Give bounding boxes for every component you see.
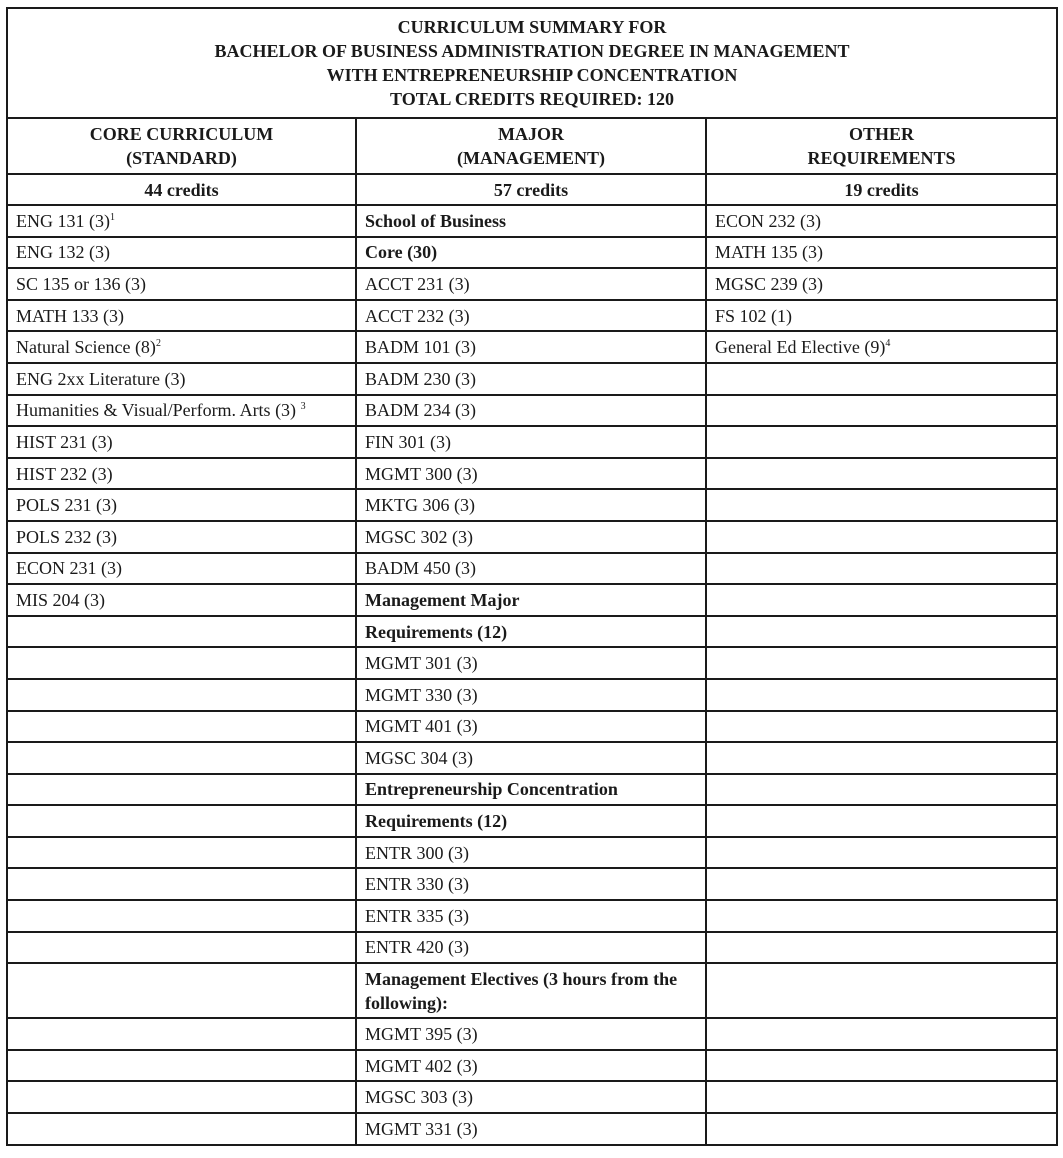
core-course-cell: [7, 900, 356, 932]
other-course-cell: [706, 458, 1057, 490]
major-course-cell: [356, 647, 706, 679]
core-course-cell-text: ENG 131 (3): [16, 210, 110, 231]
major-course-cell: [356, 1018, 706, 1050]
major-course-cell-text: BADM 101 (3): [365, 337, 476, 358]
core-course-cell: [7, 679, 356, 711]
other-course-cell: [706, 395, 1057, 427]
other-course-cell: [706, 837, 1057, 869]
major-course-cell: [356, 711, 706, 743]
core-course-cell-text: POLS 232 (3): [16, 526, 118, 547]
footnote-marker: 3: [300, 401, 306, 413]
core-course-cell: [7, 489, 356, 521]
core-course-cell: [7, 837, 356, 869]
other-course-cell: [706, 205, 1057, 237]
major-course-cell-text: Core (30): [365, 242, 438, 263]
table-row: [7, 395, 1057, 427]
other-course-cell-text: General Ed Elective (9): [715, 337, 886, 358]
core-course-cell: [7, 963, 356, 1018]
other-requirements-header: [706, 118, 1057, 174]
table-row: [7, 963, 1057, 1018]
major-course-cell-text: ENTR 335 (3): [365, 905, 469, 926]
table-row: [7, 489, 1057, 521]
major-course-cell-text: FIN 301 (3): [365, 431, 451, 452]
other-course-cell: [706, 1113, 1057, 1145]
core-course-cell: [7, 331, 356, 363]
major-course-cell: [356, 300, 706, 332]
major-course-cell-text: MGMT 331 (3): [365, 1118, 478, 1139]
other-course-cell: [706, 711, 1057, 743]
title-row: [7, 8, 1057, 118]
major-course-cell-text: Entrepreneurship Concentration: [365, 779, 618, 800]
other-course-cell: [706, 868, 1057, 900]
core-course-cell: [7, 268, 356, 300]
major-credits: 57 credits: [356, 174, 706, 205]
other-course-cell: [706, 805, 1057, 837]
table-row: [7, 521, 1057, 553]
core-course-cell: [7, 774, 356, 806]
major-course-cell-text: ACCT 231 (3): [365, 273, 470, 294]
core-course-cell: [7, 458, 356, 490]
major-course-cell: [356, 774, 706, 806]
major-course-cell-text: ACCT 232 (3): [365, 305, 470, 326]
core-course-cell: [7, 363, 356, 395]
major-course-cell: [356, 521, 706, 553]
major-course-cell-text: Requirements (12): [365, 811, 508, 832]
core-course-cell: [7, 868, 356, 900]
footnote-marker: 1: [109, 211, 115, 223]
major-header-line-1: MAJOR: [498, 124, 564, 144]
curriculum-summary-table: [6, 7, 1058, 1146]
table-row: [7, 553, 1057, 585]
footnote-marker: 2: [155, 338, 161, 350]
core-header-line-1: CORE CURRICULUM: [89, 124, 274, 144]
major-course-cell: [356, 268, 706, 300]
major-course-cell: [356, 363, 706, 395]
other-header-line-1: OTHER: [848, 124, 914, 144]
major-course-cell-text: MGMT 402 (3): [365, 1055, 478, 1076]
major-course-cell: [356, 205, 706, 237]
other-course-cell: [706, 963, 1057, 1018]
other-course-cell: [706, 900, 1057, 932]
major-course-cell-text: MGMT 395 (3): [365, 1024, 478, 1045]
major-course-cell-text: Management Electives (3 hours from the following):: [365, 968, 678, 1013]
major-course-cell: [356, 1081, 706, 1113]
other-course-cell-text: MGSC 239 (3): [715, 273, 824, 294]
major-course-cell: [356, 584, 706, 616]
major-course-cell-text: BADM 450 (3): [365, 558, 476, 579]
other-course-cell: [706, 426, 1057, 458]
credits-row: [7, 174, 1057, 205]
major-course-cell: [356, 963, 706, 1018]
table-row: [7, 742, 1057, 774]
other-course-cell: [706, 774, 1057, 806]
core-course-cell: [7, 521, 356, 553]
other-course-cell: [706, 300, 1057, 332]
core-course-cell: [7, 711, 356, 743]
table-row: [7, 363, 1057, 395]
core-course-cell: [7, 553, 356, 585]
major-course-cell-text: MGSC 303 (3): [365, 1087, 474, 1108]
table-row: [7, 932, 1057, 964]
table-row: [7, 458, 1057, 490]
major-course-cell-text: School of Business: [365, 210, 507, 231]
core-course-cell: [7, 584, 356, 616]
table-row: [7, 900, 1057, 932]
core-curriculum-header: [7, 118, 356, 174]
other-course-cell: [706, 489, 1057, 521]
other-header-line-2: REQUIREMENTS: [807, 148, 956, 168]
title-line-1: CURRICULUM SUMMARY FOR: [397, 17, 667, 37]
table-row: [7, 616, 1057, 648]
major-course-cell: [356, 331, 706, 363]
major-course-cell: [356, 1113, 706, 1145]
other-course-cell-text: ECON 232 (3): [715, 210, 821, 231]
core-course-cell: [7, 1113, 356, 1145]
other-course-cell: [706, 932, 1057, 964]
other-course-cell: [706, 1081, 1057, 1113]
core-course-cell: [7, 426, 356, 458]
table-title: [7, 8, 1057, 118]
major-course-cell: [356, 395, 706, 427]
core-course-cell: [7, 932, 356, 964]
table-row: [7, 237, 1057, 269]
major-course-cell-text: MGMT 300 (3): [365, 463, 478, 484]
core-course-cell-text: ECON 231 (3): [16, 558, 122, 579]
major-course-cell-text: MGMT 301 (3): [365, 653, 478, 674]
core-course-cell: [7, 616, 356, 648]
other-course-cell: [706, 647, 1057, 679]
other-course-cell: [706, 331, 1057, 363]
core-course-cell-text: ENG 2xx Literature (3): [16, 368, 186, 389]
title-line-3: WITH ENTREPRENEURSHIP CONCENTRATION: [326, 65, 738, 85]
major-course-cell-text: MGMT 401 (3): [365, 716, 478, 737]
major-course-cell-text: MGSC 304 (3): [365, 747, 474, 768]
title-line-2: BACHELOR OF BUSINESS ADMINISTRATION DEGREE IN MANAGEMENT: [214, 41, 850, 61]
other-course-cell-text: MATH 135 (3): [715, 242, 823, 263]
column-header-row: [7, 118, 1057, 174]
core-course-cell-text: ENG 132 (3): [16, 242, 110, 263]
core-course-cell: [7, 742, 356, 774]
major-course-cell: [356, 932, 706, 964]
core-course-cell-text: POLS 231 (3): [16, 495, 118, 516]
major-course-cell-text: ENTR 300 (3): [365, 842, 469, 863]
table-row: [7, 1081, 1057, 1113]
table-row: [7, 774, 1057, 806]
core-course-cell-text: Natural Science (8): [16, 337, 156, 358]
course-rows: [7, 205, 1057, 1145]
core-course-cell-text: HIST 232 (3): [16, 463, 113, 484]
table-row: [7, 805, 1057, 837]
major-course-cell-text: ENTR 420 (3): [365, 937, 469, 958]
table-row: [7, 868, 1057, 900]
major-course-cell: [356, 616, 706, 648]
table-row: [7, 647, 1057, 679]
table-row: [7, 1018, 1057, 1050]
major-course-cell-text: MGMT 330 (3): [365, 684, 478, 705]
major-course-cell-text: Requirements (12): [365, 621, 508, 642]
core-course-cell: [7, 1050, 356, 1082]
other-course-cell: [706, 679, 1057, 711]
major-course-cell: [356, 900, 706, 932]
table-row: [7, 268, 1057, 300]
table-row: [7, 426, 1057, 458]
major-course-cell: [356, 805, 706, 837]
major-course-cell: [356, 868, 706, 900]
table-row: [7, 584, 1057, 616]
core-course-cell-text: MIS 204 (3): [16, 589, 105, 610]
other-course-cell: [706, 237, 1057, 269]
table-row: [7, 1113, 1057, 1145]
other-course-cell: [706, 1018, 1057, 1050]
core-course-cell-text: Humanities & Visual/Perform. Arts (3): [16, 400, 301, 421]
major-course-cell: [356, 489, 706, 521]
other-course-cell-text: FS 102 (1): [715, 305, 793, 326]
major-course-cell-text: Management Major: [365, 589, 520, 610]
core-course-cell: [7, 1018, 356, 1050]
footnote-marker: 4: [885, 338, 891, 350]
major-course-cell-text: BADM 234 (3): [365, 400, 476, 421]
other-course-cell: [706, 521, 1057, 553]
table-row: [7, 679, 1057, 711]
other-course-cell: [706, 268, 1057, 300]
major-course-cell-text: MKTG 306 (3): [365, 495, 475, 516]
core-header-line-2: (STANDARD): [126, 148, 237, 168]
table-row: [7, 205, 1057, 237]
major-course-cell-text: ENTR 330 (3): [365, 874, 469, 895]
major-course-cell-text: MGSC 302 (3): [365, 526, 474, 547]
table-row: [7, 1050, 1057, 1082]
core-course-cell-text: MATH 133 (3): [16, 305, 124, 326]
core-course-cell: [7, 395, 356, 427]
table-row: [7, 331, 1057, 363]
major-course-cell-text: BADM 230 (3): [365, 368, 476, 389]
major-course-cell: [356, 679, 706, 711]
core-course-cell: [7, 805, 356, 837]
core-course-cell: [7, 237, 356, 269]
major-course-cell: [356, 426, 706, 458]
other-course-cell: [706, 616, 1057, 648]
major-header: [356, 118, 706, 174]
other-course-cell: [706, 742, 1057, 774]
other-course-cell: [706, 1050, 1057, 1082]
title-line-4: TOTAL CREDITS REQUIRED: 120: [390, 89, 674, 109]
major-course-cell: [356, 553, 706, 585]
other-course-cell: [706, 584, 1057, 616]
core-course-cell: [7, 1081, 356, 1113]
core-course-cell-text: SC 135 or 136 (3): [16, 273, 146, 294]
other-credits: 19 credits: [706, 174, 1057, 205]
core-credits: 44 credits: [7, 174, 356, 205]
core-course-cell: [7, 647, 356, 679]
major-course-cell: [356, 458, 706, 490]
table-row: [7, 300, 1057, 332]
major-header-line-2: (MANAGEMENT): [457, 148, 605, 168]
core-course-cell: [7, 300, 356, 332]
table-row: [7, 837, 1057, 869]
major-course-cell: [356, 742, 706, 774]
major-course-cell: [356, 1050, 706, 1082]
other-course-cell: [706, 553, 1057, 585]
major-course-cell: [356, 837, 706, 869]
major-course-cell: [356, 237, 706, 269]
core-course-cell-text: HIST 231 (3): [16, 431, 113, 452]
other-course-cell: [706, 363, 1057, 395]
table-row: [7, 711, 1057, 743]
core-course-cell: [7, 205, 356, 237]
